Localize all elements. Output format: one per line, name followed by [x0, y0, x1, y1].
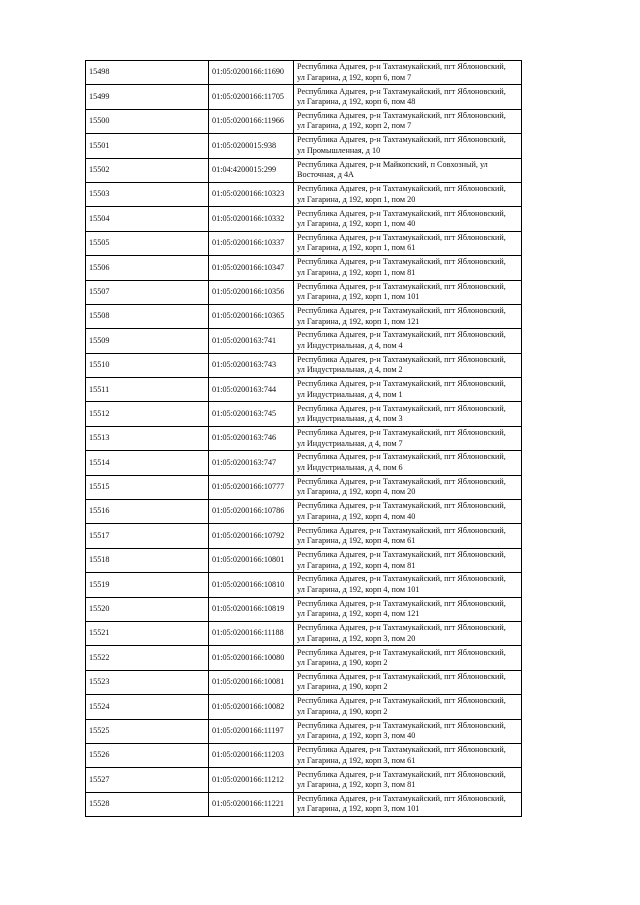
- record-number-cell: 15514: [86, 451, 209, 475]
- address-line-1: Республика Адыгея, р-н Тахтамукайский, пгт Яблоновский,: [297, 184, 506, 194]
- cadastral-number-cell: 01:05:0200166:11690: [209, 61, 294, 85]
- address-line-1: Республика Адыгея, р-н Тахтамукайский, пгт Яблоновский,: [297, 110, 506, 120]
- table-row: [86, 646, 522, 670]
- address-line-2: ул Индустриальная, д 4, пом 4: [297, 340, 403, 350]
- address-cell: [294, 500, 522, 524]
- cadastral-number-cell: 01:05:0200166:11966: [209, 109, 294, 133]
- table-row: [86, 621, 522, 645]
- cadastral-number-cell: 01:05:0200166:10365: [209, 304, 294, 328]
- address-line-1: Республика Адыгея, р-н Тахтамукайский, пгт Яблоновский,: [297, 769, 506, 779]
- cadastral-number-cell: 01:05:0200166:10347: [209, 256, 294, 280]
- address-line-2: ул Индустриальная, д 4, пом 3: [297, 414, 403, 424]
- address-cell: [294, 85, 522, 109]
- address-line-1: Республика Адыгея, р-н Тахтамукайский, пгт Яблоновский,: [297, 671, 506, 681]
- record-number-cell: 15523: [86, 670, 209, 694]
- cadastral-number-cell: 01:05:0200166:10819: [209, 597, 294, 621]
- address-line-1: Республика Адыгея, р-н Тахтамукайский, пгт Яблоновский,: [297, 793, 506, 803]
- cadastral-number-cell: 01:05:0200166:10792: [209, 524, 294, 548]
- record-number-cell: 15520: [86, 597, 209, 621]
- cadastral-number-cell: 01:05:0200163:743: [209, 353, 294, 377]
- address-line-2: ул Гагарина, д 192, корп 3, пом 81: [297, 780, 416, 790]
- table-row: [86, 573, 522, 597]
- table-row: [86, 158, 522, 182]
- cadastral-number-cell: 01:05:0200166:10332: [209, 207, 294, 231]
- table-row: [86, 134, 522, 158]
- record-number-cell: 15508: [86, 304, 209, 328]
- address-line-2: ул Гагарина, д 190, корп 2: [297, 658, 388, 668]
- table-row: [86, 182, 522, 206]
- record-number-cell: 15522: [86, 646, 209, 670]
- address-line-2: ул Гагарина, д 192, корп 4, пом 61: [297, 536, 416, 546]
- record-number-cell: 15502: [86, 158, 209, 182]
- address-line-1: Республика Адыгея, р-н Тахтамукайский, пгт Яблоновский,: [297, 257, 506, 267]
- address-line-2: ул Гагарина, д 192, корп 1, пом 40: [297, 219, 416, 229]
- address-cell: [294, 646, 522, 670]
- table-row: [86, 475, 522, 499]
- cadastral-number-cell: 01:05:0200166:10081: [209, 670, 294, 694]
- cadastral-number-cell: 01:05:0200166:11197: [209, 719, 294, 743]
- record-number-cell: 15526: [86, 743, 209, 767]
- address-line-2: ул Гагарина, д 192, корп 3, пом 20: [297, 633, 416, 643]
- address-cell: [294, 61, 522, 85]
- record-number-cell: 15515: [86, 475, 209, 499]
- address-cell: [294, 158, 522, 182]
- address-cell: [294, 743, 522, 767]
- address-line-2: ул Гагарина, д 192, корп 1, пом 121: [297, 316, 420, 326]
- record-number-cell: 15510: [86, 353, 209, 377]
- record-number-cell: 15527: [86, 768, 209, 792]
- address-cell: [294, 280, 522, 304]
- address-line-2: ул Гагарина, д 190, корп 2: [297, 682, 388, 692]
- table-row: [86, 597, 522, 621]
- address-cell: [294, 182, 522, 206]
- table-row: [86, 256, 522, 280]
- address-line-2: ул Гагарина, д 192, корп 3, пом 61: [297, 755, 416, 765]
- record-number-cell: 15518: [86, 548, 209, 572]
- table-row: [86, 85, 522, 109]
- address-cell: [294, 304, 522, 328]
- address-line-2: ул Гагарина, д 192, корп 1, пом 61: [297, 243, 416, 253]
- address-line-1: Республика Адыгея, р-н Тахтамукайский, пгт Яблоновский,: [297, 208, 506, 218]
- address-line-1: Республика Адыгея, р-н Тахтамукайский, пгт Яблоновский,: [297, 476, 506, 486]
- record-number-cell: 15501: [86, 134, 209, 158]
- record-number-cell: 15503: [86, 182, 209, 206]
- cadastral-number-cell: 01:05:0200166:10082: [209, 695, 294, 719]
- address-line-1: Республика Адыгея, р-н Тахтамукайский, пгт Яблоновский,: [297, 452, 506, 462]
- address-cell: [294, 329, 522, 353]
- table-row: [86, 451, 522, 475]
- cadastral-number-cell: 01:05:0200163:745: [209, 402, 294, 426]
- table-row: [86, 329, 522, 353]
- cadastral-number-cell: 01:05:0200166:11705: [209, 85, 294, 109]
- address-line-1: Республика Адыгея, р-н Тахтамукайский, пгт Яблоновский,: [297, 62, 506, 72]
- address-line-2: ул Гагарина, д 192, корп 4, пом 40: [297, 511, 416, 521]
- record-number-cell: 15504: [86, 207, 209, 231]
- address-cell: [294, 792, 522, 816]
- address-cell: [294, 768, 522, 792]
- table-row: [86, 670, 522, 694]
- record-number-cell: 15517: [86, 524, 209, 548]
- address-line-1: Республика Адыгея, р-н Тахтамукайский, пгт Яблоновский,: [297, 647, 506, 657]
- table-row: [86, 353, 522, 377]
- address-cell: [294, 426, 522, 450]
- address-cell: [294, 695, 522, 719]
- address-cell: [294, 134, 522, 158]
- address-line-2: ул Индустриальная, д 4, пом 1: [297, 389, 403, 399]
- address-line-1: Республика Адыгея, р-н Майкопский, п Совхозный, ул: [297, 159, 488, 169]
- cadastral-number-cell: 01:05:0200166:11221: [209, 792, 294, 816]
- cadastral-number-cell: 01:05:0200166:10337: [209, 231, 294, 255]
- address-line-2: ул Гагарина, д 192, корп 6, пом 48: [297, 97, 416, 107]
- cadastral-number-cell: 01:05:0200163:744: [209, 378, 294, 402]
- address-cell: [294, 597, 522, 621]
- record-number-cell: 15509: [86, 329, 209, 353]
- address-line-1: Республика Адыгея, р-н Тахтамукайский, пгт Яблоновский,: [297, 281, 506, 291]
- cadastral-number-cell: 01:05:0200166:10786: [209, 500, 294, 524]
- table-row: [86, 719, 522, 743]
- address-line-2: ул Гагарина, д 192, корп 1, пом 81: [297, 267, 416, 277]
- address-cell: [294, 207, 522, 231]
- cadastral-number-cell: 01:05:0200166:10777: [209, 475, 294, 499]
- record-number-cell: 15528: [86, 792, 209, 816]
- record-number-cell: 15521: [86, 621, 209, 645]
- cadastral-number-cell: 01:05:0200163:741: [209, 329, 294, 353]
- table-row: [86, 768, 522, 792]
- property-registry-table: [85, 60, 522, 817]
- address-cell: [294, 109, 522, 133]
- address-line-2: ул Индустриальная, д 4, пом 7: [297, 438, 403, 448]
- record-number-cell: 15505: [86, 231, 209, 255]
- table-row: [86, 695, 522, 719]
- record-number-cell: 15499: [86, 85, 209, 109]
- address-line-2: ул Промышленная, д 10: [297, 145, 381, 155]
- cadastral-number-cell: 01:05:0200015:938: [209, 134, 294, 158]
- address-line-1: Республика Адыгея, р-н Тахтамукайский, пгт Яблоновский,: [297, 135, 506, 145]
- address-cell: [294, 451, 522, 475]
- address-line-1: Республика Адыгея, р-н Тахтамукайский, пгт Яблоновский,: [297, 306, 506, 316]
- address-line-1: Республика Адыгея, р-н Тахтамукайский, пгт Яблоновский,: [297, 232, 506, 242]
- address-line-2: ул Гагарина, д 192, корп 4, пом 81: [297, 560, 416, 570]
- address-line-1: Республика Адыгея, р-н Тахтамукайский, пгт Яблоновский,: [297, 696, 506, 706]
- table-row: [86, 61, 522, 85]
- address-line-2: ул Гагарина, д 192, корп 4, пом 20: [297, 487, 416, 497]
- address-line-1: Республика Адыгея, р-н Тахтамукайский, пгт Яблоновский,: [297, 86, 506, 96]
- cadastral-number-cell: 01:05:0200166:10080: [209, 646, 294, 670]
- table-row: [86, 792, 522, 816]
- record-number-cell: 15500: [86, 109, 209, 133]
- record-number-cell: 15524: [86, 695, 209, 719]
- address-cell: [294, 402, 522, 426]
- address-line-1: Республика Адыгея, р-н Тахтамукайский, пгт Яблоновский,: [297, 525, 506, 535]
- address-line-1: Республика Адыгея, р-н Тахтамукайский, пгт Яблоновский,: [297, 354, 506, 364]
- address-line-2: ул Гагарина, д 192, корп 2, пом 7: [297, 121, 412, 131]
- table-row: [86, 109, 522, 133]
- table-row: [86, 402, 522, 426]
- address-line-2: ул Индустриальная, д 4, пом 2: [297, 365, 403, 375]
- address-line-1: Республика Адыгея, р-н Тахтамукайский, пгт Яблоновский,: [297, 720, 506, 730]
- table-row: [86, 378, 522, 402]
- table-row: [86, 524, 522, 548]
- record-number-cell: 15516: [86, 500, 209, 524]
- table-row: [86, 426, 522, 450]
- address-cell: [294, 621, 522, 645]
- record-number-cell: 15525: [86, 719, 209, 743]
- address-line-1: Республика Адыгея, р-н Тахтамукайский, пгт Яблоновский,: [297, 501, 506, 511]
- cadastral-number-cell: 01:05:0200166:11212: [209, 768, 294, 792]
- cadastral-number-cell: 01:05:0200166:11203: [209, 743, 294, 767]
- address-line-2: ул Гагарина, д 192, корп 1, пом 20: [297, 194, 416, 204]
- address-line-2: ул Гагарина, д 192, корп 3, пом 101: [297, 804, 420, 814]
- record-number-cell: 15512: [86, 402, 209, 426]
- address-line-2: ул Гагарина, д 192, корп 4, пом 121: [297, 609, 420, 619]
- record-number-cell: 15507: [86, 280, 209, 304]
- cadastral-number-cell: 01:05:0200166:10801: [209, 548, 294, 572]
- address-cell: [294, 256, 522, 280]
- cadastral-number-cell: 01:05:0200163:747: [209, 451, 294, 475]
- address-cell: [294, 573, 522, 597]
- address-line-1: Республика Адыгея, р-н Тахтамукайский, пгт Яблоновский,: [297, 379, 506, 389]
- record-number-cell: 15498: [86, 61, 209, 85]
- address-cell: [294, 524, 522, 548]
- cadastral-number-cell: 01:05:0200166:10356: [209, 280, 294, 304]
- address-line-1: Республика Адыгея, р-н Тахтамукайский, пгт Яблоновский,: [297, 550, 506, 559]
- table-row: [86, 231, 522, 255]
- table-row: [86, 743, 522, 767]
- address-cell: [294, 475, 522, 499]
- address-cell: [294, 378, 522, 402]
- address-line-2: ул Гагарина, д 192, корп 3, пом 40: [297, 731, 416, 741]
- record-number-cell: 15513: [86, 426, 209, 450]
- address-line-1: Республика Адыгея, р-н Тахтамукайский, пгт Яблоновский,: [297, 574, 506, 584]
- address-line-1: Республика Адыгея, р-н Тахтамукайский, пгт Яблоновский,: [297, 330, 506, 340]
- address-line-1: Республика Адыгея, р-н Тахтамукайский, пгт Яблоновский,: [297, 428, 506, 438]
- address-line-2: Восточная, д 4А: [297, 170, 354, 180]
- table-row: [86, 207, 522, 231]
- cadastral-number-cell: 01:04:4200015:299: [209, 158, 294, 182]
- registry-table-body: [86, 61, 522, 817]
- cadastral-number-cell: 01:05:0200163:746: [209, 426, 294, 450]
- address-line-2: ул Гагарина, д 192, корп 6, пом 7: [297, 72, 412, 82]
- address-cell: [294, 548, 522, 572]
- address-line-1: Республика Адыгея, р-н Тахтамукайский, пгт Яблоновский,: [297, 623, 506, 633]
- address-line-2: ул Гагарина, д 192, корп 1, пом 101: [297, 292, 420, 302]
- address-line-1: Республика Адыгея, р-н Тахтамукайский, пгт Яблоновский,: [297, 598, 506, 608]
- address-line-1: Республика Адыгея, р-н Тахтамукайский, пгт Яблоновский,: [297, 403, 506, 413]
- record-number-cell: 15511: [86, 378, 209, 402]
- table-row: [86, 304, 522, 328]
- address-line-2: ул Индустриальная, д 4, пом 6: [297, 462, 403, 472]
- record-number-cell: 15506: [86, 256, 209, 280]
- address-line-1: Республика Адыгея, р-н Тахтамукайский, пгт Яблоновский,: [297, 745, 506, 755]
- cadastral-number-cell: 01:05:0200166:10323: [209, 182, 294, 206]
- cadastral-number-cell: 01:05:0200166:11188: [209, 621, 294, 645]
- table-row: [86, 548, 522, 572]
- address-cell: [294, 353, 522, 377]
- address-cell: [294, 719, 522, 743]
- address-line-2: ул Гагарина, д 190, корп 2: [297, 706, 388, 716]
- address-cell: [294, 670, 522, 694]
- record-number-cell: 15519: [86, 573, 209, 597]
- table-row: [86, 500, 522, 524]
- address-cell: [294, 231, 522, 255]
- table-row: [86, 280, 522, 304]
- cadastral-number-cell: 01:05:0200166:10810: [209, 573, 294, 597]
- address-line-2: ул Гагарина, д 192, корп 4, пом 101: [297, 584, 420, 594]
